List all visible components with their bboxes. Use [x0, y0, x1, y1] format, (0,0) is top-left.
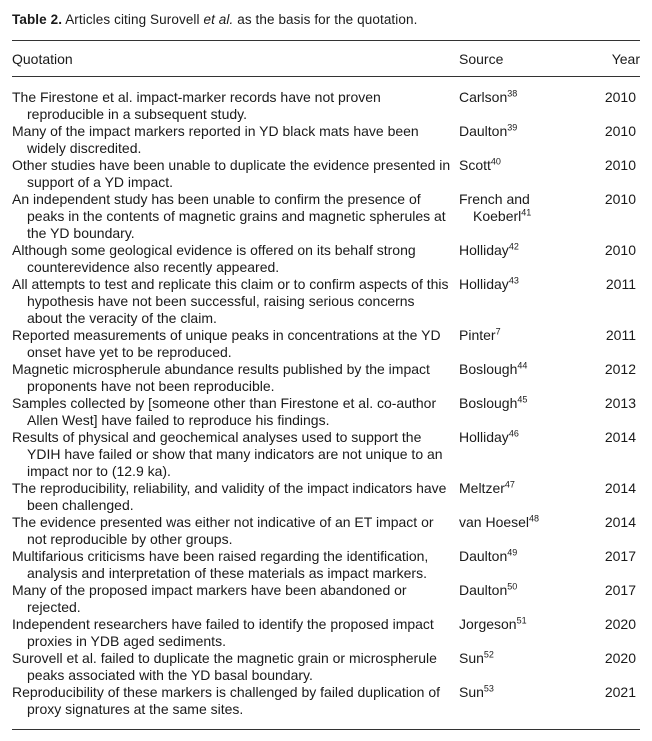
year-cell: 2010: [604, 89, 636, 105]
source-name: Sun: [459, 684, 484, 700]
source-name: Carlson: [459, 89, 508, 105]
year-cell: 2010: [604, 242, 636, 258]
source-cell: [459, 684, 559, 701]
source-cell: [459, 89, 559, 106]
year-cell: 2013: [604, 395, 636, 411]
source-name: Daulton: [459, 123, 508, 139]
source-cell: [459, 361, 559, 378]
source-cell: [459, 191, 559, 225]
source-name: Scott: [459, 157, 491, 173]
quotation-cell: Independent researchers have failed to identify the proposed impact proxies in YDB aged sediments.: [12, 616, 434, 649]
quotation-cell: Multifarious criticisms have been raised regarding the identification, analysis and interpretation of these materials as impact markers.: [12, 548, 429, 581]
reference-number: 53: [483, 683, 494, 694]
year-cell: 2014: [604, 514, 636, 530]
quotation-cell: Many of the proposed impact markers have been abandoned or rejected.: [12, 582, 407, 615]
header-year: Year: [611, 51, 640, 67]
source-cell: [459, 429, 559, 446]
quotation-cell: All attempts to test and replicate this claim or to confirm aspects of this hypothesis have not been successful, raising serious concerns about the veracity of the claim.: [12, 276, 449, 326]
table-caption: [12, 12, 417, 27]
source-name: French and Koeberl: [459, 191, 530, 224]
table-label: Table 2.: [12, 12, 63, 27]
caption-text-before: Articles citing Surovell: [65, 12, 204, 27]
source-cell: [459, 480, 559, 497]
reference-number: 42: [508, 241, 519, 252]
source-cell: [459, 242, 559, 259]
source-name: Holliday: [459, 242, 509, 258]
year-cell: 2020: [604, 616, 636, 632]
year-cell: 2010: [604, 191, 636, 207]
quotation-cell: Although some geological evidence is offered on its behalf strong counterevidence also recently appeared.: [12, 242, 416, 275]
reference-number: 40: [490, 156, 501, 167]
source-cell: [459, 327, 559, 344]
source-name: Pinter: [459, 327, 496, 343]
top-rule: [12, 40, 640, 41]
source-cell: [459, 582, 559, 599]
year-cell: 2010: [604, 123, 636, 139]
source-name: Holliday: [459, 276, 509, 292]
quotation-cell: Magnetic microspherule abundance results published by the impact proponents have not been reproducible.: [12, 361, 430, 394]
quotation-cell: Surovell et al. failed to duplicate the magnetic grain or microspherule peaks associated with the YD basal boundary.: [12, 650, 437, 683]
quotation-cell: Reproducibility of these markers is challenged by failed duplication of proxy signatures at the same sites.: [12, 684, 441, 717]
reference-number: 38: [507, 88, 518, 99]
header-source: Source: [459, 51, 504, 67]
year-cell: 2014: [604, 480, 636, 496]
reference-number: 44: [517, 360, 528, 371]
quotation-cell: The Firestone et al. impact-marker records have not proven reproducible in a subsequent study.: [12, 89, 381, 122]
source-cell: [459, 616, 559, 633]
quotation-cell: Samples collected by [someone other than Firestone et al. co-author Allen West] have failed to reproduce his findings.: [12, 395, 437, 428]
source-name: Daulton: [459, 582, 508, 598]
reference-number: 52: [483, 649, 494, 660]
reference-number: 48: [529, 513, 540, 524]
source-name: Daulton: [459, 548, 508, 564]
quotation-cell: Other studies have been unable to duplicate the evidence presented in support of a YD impact.: [12, 157, 451, 190]
quotation-cell: Reported measurements of unique peaks in concentrations at the YD onset have yet to be reproduced.: [12, 327, 441, 360]
source-name: Holliday: [459, 429, 509, 445]
year-cell: 2014: [604, 429, 636, 445]
quotation-cell: The evidence presented was either not indicative of an ET impact or not reproducible by other groups.: [12, 514, 434, 547]
quotation-cell: The reproducibility, reliability, and validity of the impact indicators have been challenged.: [12, 480, 447, 513]
reference-number: 43: [508, 275, 519, 286]
source-cell: [459, 514, 559, 531]
source-cell: [459, 276, 559, 293]
reference-number: 45: [517, 394, 528, 405]
source-cell: [459, 650, 559, 667]
year-cell: 2020: [604, 650, 636, 666]
reference-number: 41: [521, 207, 532, 218]
bottom-rule: [12, 729, 640, 730]
caption-text-after: as the basis for the quotation.: [233, 12, 418, 27]
caption-text-italic: et al.: [203, 12, 234, 27]
source-name: Sun: [459, 650, 484, 666]
source-name: Meltzer: [459, 480, 505, 496]
year-cell: 2011: [605, 276, 636, 292]
quotation-cell: An independent study has been unable to confirm the presence of peaks in the contents of magnetic grains and magnetic spherules at the YD boundary.: [12, 191, 446, 241]
source-cell: [459, 395, 559, 412]
header-rule: [12, 76, 640, 77]
reference-number: 50: [507, 581, 518, 592]
year-cell: 2011: [605, 327, 636, 343]
reference-number: 47: [504, 479, 515, 490]
source-cell: [459, 123, 559, 140]
year-cell: 2012: [604, 361, 636, 377]
year-cell: 2010: [604, 157, 636, 173]
year-cell: 2017: [604, 548, 636, 564]
year-cell: 2021: [604, 684, 636, 700]
reference-number: 49: [507, 547, 518, 558]
source-name: van Hoesel: [459, 514, 530, 530]
source-name: Boslough: [459, 395, 518, 411]
header-quotation: Quotation: [12, 51, 73, 67]
reference-number: 51: [516, 615, 527, 626]
reference-number: 7: [495, 326, 501, 337]
source-name: Jorgeson: [459, 616, 517, 632]
quotation-cell: Many of the impact markers reported in YD black mats have been widely discredited.: [12, 123, 419, 156]
source-cell: [459, 157, 559, 174]
year-cell: 2017: [604, 582, 636, 598]
reference-number: 46: [508, 428, 519, 439]
source-name: Boslough: [459, 361, 518, 377]
source-cell: [459, 548, 559, 565]
reference-number: 39: [507, 122, 518, 133]
quotation-cell: Results of physical and geochemical analyses used to support the YDIH have failed or show that many indicators are not unique to an impact nor to (12.9 ka).: [12, 429, 443, 479]
